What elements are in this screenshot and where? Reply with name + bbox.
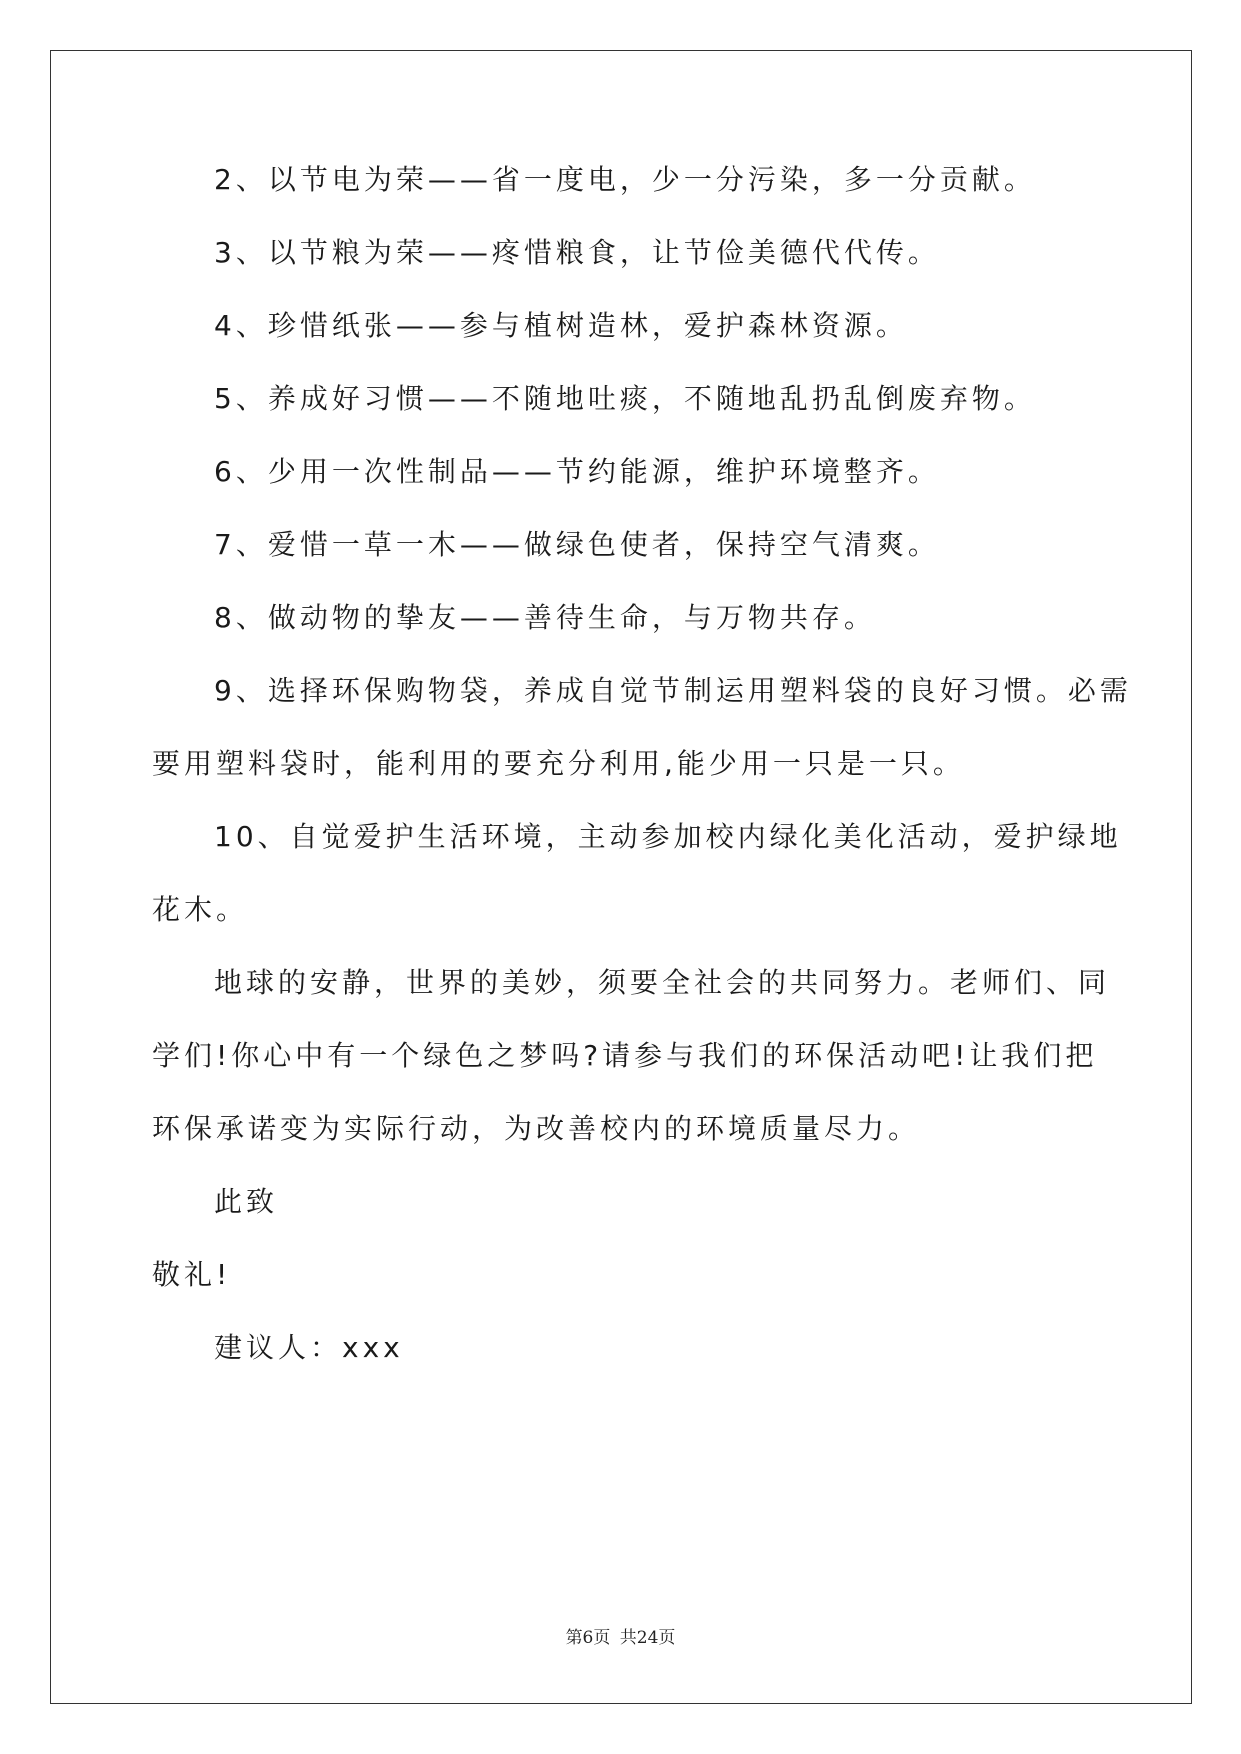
paragraph-item-9-line-2: 要用塑料袋时，能利用的要充分利用,能少用一只是一只。: [152, 747, 965, 780]
page-total: 共24页: [619, 1628, 676, 1648]
paragraph-item-3: 3、以节粮为荣——疼惜粮食，让节俭美德代代传。: [214, 236, 940, 269]
page-footer: [0, 1623, 1241, 1648]
paragraph-item-9-line-1: 9、选择环保购物袋，养成自觉节制运用塑料袋的良好习惯。必需: [214, 674, 1132, 707]
paragraph-item-2: 2、以节电为荣——省一度电，少一分污染，多一分贡献。: [214, 163, 1036, 196]
paragraph-item-5: 5、养成好习惯——不随地吐痰，不随地乱扔乱倒废弃物。: [214, 382, 1036, 415]
regards-line: 敬礼!: [152, 1258, 232, 1291]
closing-paragraph-line-2: 学们!你心中有一个绿色之梦吗?请参与我们的环保活动吧!让我们把: [152, 1039, 1098, 1072]
paragraph-item-8: 8、做动物的挚友——善待生命，与万物共存。: [214, 601, 876, 634]
page-number: 第6页: [565, 1628, 611, 1648]
paragraph-item-4: 4、珍惜纸张——参与植树造林，爱护森林资源。: [214, 309, 908, 342]
signature-line: 建议人：xxx: [214, 1331, 404, 1364]
salutation-line: 此致: [214, 1185, 279, 1218]
paragraph-item-10-line-1: 10、自觉爱护生活环境，主动参加校内绿化美化活动，爱护绿地: [214, 820, 1122, 853]
page-border: [50, 50, 1192, 1704]
paragraph-item-10-line-2: 花木。: [152, 893, 249, 926]
paragraph-item-6: 6、少用一次性制品——节约能源，维护环境整齐。: [214, 455, 940, 488]
paragraph-item-7: 7、爱惜一草一木——做绿色使者，保持空气清爽。: [214, 528, 940, 561]
closing-paragraph-line-3: 环保承诺变为实际行动，为改善校内的环境质量尽力。: [152, 1112, 921, 1145]
closing-paragraph-line-1: 地球的安静，世界的美妙，须要全社会的共同努力。老师们、同: [214, 966, 1111, 999]
